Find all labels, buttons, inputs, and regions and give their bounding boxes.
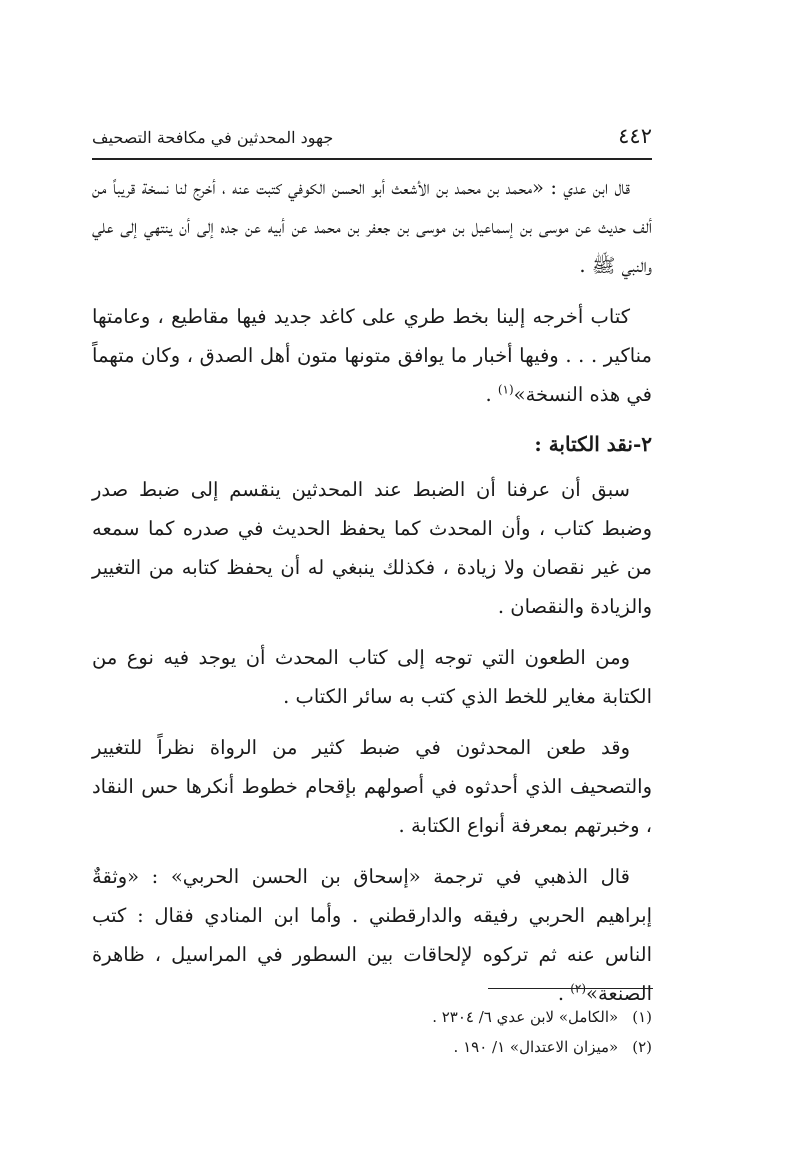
footnotes (92, 1002, 652, 1062)
footnote-2 (92, 1032, 652, 1062)
footnote-text: «ميزان الاعتدال» ١/ ١٩٠ . (453, 1038, 619, 1056)
footnote-1 (92, 1002, 652, 1032)
footnote-ref-2[interactable]: (٢) (570, 981, 587, 996)
paragraph-dhahabi-quote: قال الذهبي في ترجمة «إسحاق بن الحسن الحربي» : «وثقةٌ إبراهيم الحربي رفيقه والدارقطني . وأما ابن المنادي فقال : كتب الناس عنه ثم تركوه لإلحاقات بين السطور في المراسيل ، ظاهرة الصنعة»$^{(٢)}$ . (92, 865, 652, 1005)
footnote-text: «الكامل» لابن عدي ٦/ ٢٣٠٤ . (432, 1008, 619, 1026)
footnote-ref-1[interactable]: (١) (497, 382, 514, 397)
page-number: ٤٤٢ (618, 124, 652, 148)
footnote-number: (٢) (632, 1038, 652, 1056)
paragraph-ibn-adi-quote: قال ابن عدي : «محمد بن محمد بن الأشعث أبو الحسن الكوفي كتبت عنه ، أخرج لنا نسخة قريباً من ألف حديث عن موسى بن إسماعيل بن موسى بن جعفر بن محمد عن أبيه عن جده إلى أن ينتهي إلى علي والنبي ﷺ . (92, 176, 652, 277)
paragraph-manuscript-description: كتاب أخرجه إلينا بخط طري على كاغد جديد فيها مقاطيع ، وعامتها مناكير . . . وفيها أخبار ما يوافق متونها متون أهل الصدق ، وكان متهماً في هذه النسخة»$^{(١)}$ . (92, 305, 652, 406)
footnote-divider (488, 988, 653, 989)
paragraph-dabt-types: سبق أن عرفنا أن الضبط عند المحدثين ينقسم إلى ضبط صدر وضبط كتاب ، وأن المحدث كما يحفظ الحديث في صدره كما سمعه من غير نقصان ولا زيادة ، فكذلك ينبغي له أن يحفظ كتابه من التغيير والزيادة والنقصان . (92, 478, 652, 618)
section-heading: ٢-نقد الكتابة : (534, 432, 652, 456)
paragraph-writing-objections: ومن الطعون التي توجه إلى كتاب المحدث أن يوجد فيه نوع من الكتابة مغاير للخط الذي كتب به سائر الكتاب . (92, 646, 652, 708)
running-title: جهود المحدثين في مكافحة التصحيف (92, 128, 334, 147)
footnote-number: (١) (632, 1008, 652, 1026)
paragraph-narrators-criticism: وقد طعن المحدثون في ضبط كثير من الرواة نظراً للتغيير والتصحيف الذي أحدثوه في أصولهم بإقحام خطوط أنكرها حس النقاد ، وخبرتهم بمعرفة أنواع الكتابة . (92, 736, 652, 837)
page-body (92, 168, 652, 1025)
page-header (92, 118, 652, 160)
